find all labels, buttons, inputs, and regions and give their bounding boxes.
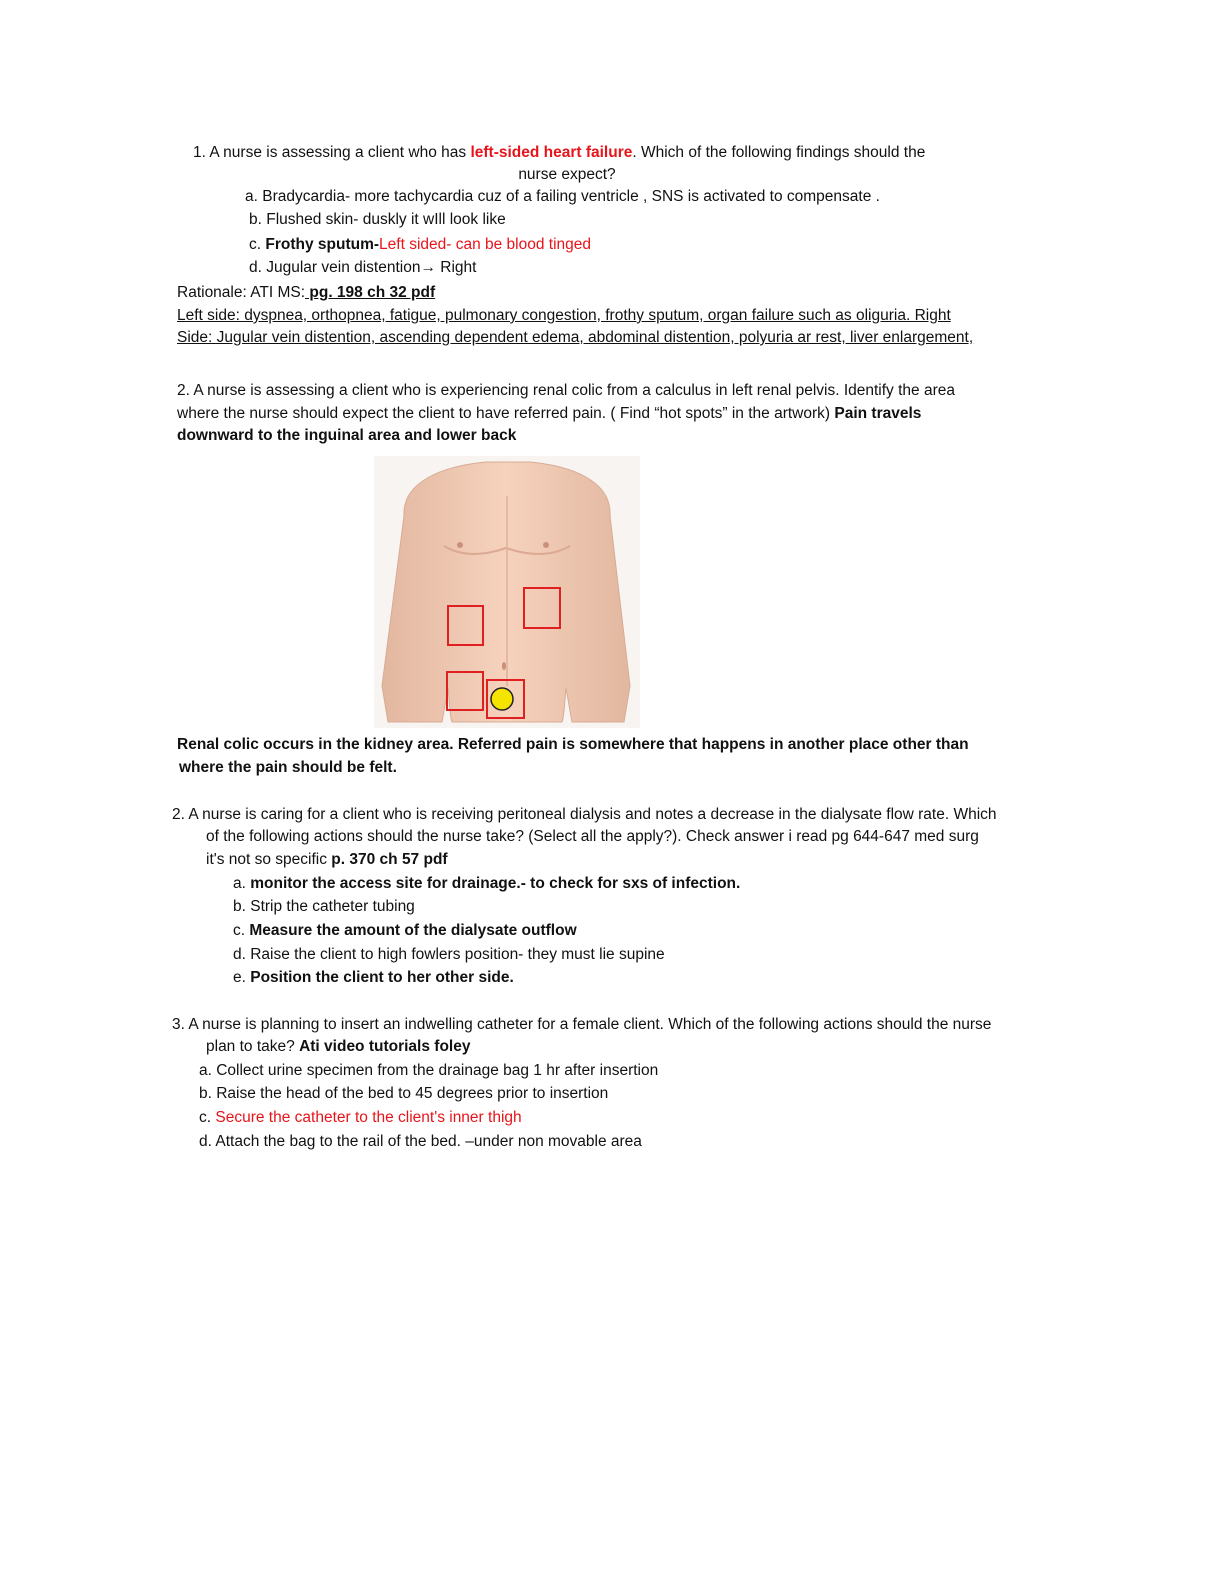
q2-stem-line3: downward to the inguinal area and lower back: [177, 427, 517, 444]
q3-option-d: d. Raise the client to high fowlers position- they must lie supine: [233, 946, 665, 963]
q3-stem-line2: of the following actions should the nurse take? (Select all the apply?). Check answer i read pg 644-647 med surg: [206, 828, 979, 845]
q1-rationale-line2: Side: Jugular vein distention, ascending dependent edema, abdominal distention, polyuria ar rest, liver enlargement,: [177, 329, 974, 346]
right-nipple: [543, 542, 549, 548]
q1-option-d: d. Jugular vein distention→ Right: [249, 259, 477, 276]
q1-option-a: a. Bradycardia- more tachycardia cuz of a failing ventricle , SNS is activated to compensate .: [245, 188, 880, 205]
q1-stem-line2: nurse expect?: [518, 166, 616, 183]
q1-rationale-line1: Left side: dyspnea, orthopnea, fatigue, pulmonary congestion, frothy sputum, organ failure such as oliguria. Right: [177, 307, 951, 324]
torso-hotspot-image: [374, 456, 640, 728]
q4-stem-line2: plan to take? Ati video tutorials foley: [206, 1038, 471, 1055]
q4-option-d: d. Attach the bag to the rail of the bed. –under non movable area: [199, 1133, 642, 1150]
q4-stem-line1: 3. A nurse is planning to insert an indwelling catheter for a female client. Which of the following actions should the nurse: [172, 1016, 992, 1033]
q3-option-a: a. monitor the access site for drainage.- to check for sxs of infection.: [233, 875, 741, 892]
q3-stem-line1: 2. A nurse is caring for a client who is receiving peritoneal dialysis and notes a decrease in the dialysate flow rate. Which: [172, 806, 997, 823]
q1-rationale: Rationale: ATI MS: pg. 198 ch 32 pdf: [177, 284, 436, 301]
q3-option-c: c. Measure the amount of the dialysate outflow: [233, 922, 577, 939]
q4-option-a: a. Collect urine specimen from the drainage bag 1 hr after insertion: [199, 1062, 659, 1079]
q1-stem-line1: 1. A nurse is assessing a client who has left-sided heart failure. Which of the following findings should the: [193, 144, 926, 161]
selected-marker-icon[interactable]: [491, 688, 513, 710]
q1-option-b: b. Flushed skin- duskly it wIll look like: [249, 211, 506, 228]
left-nipple: [457, 542, 463, 548]
q3-option-e: e. Position the client to her other side.: [233, 969, 514, 986]
q1-highlight: left-sided heart failure: [470, 144, 633, 161]
torso-body: [382, 462, 630, 722]
navel: [502, 662, 506, 670]
q4-option-b: b. Raise the head of the bed to 45 degrees prior to insertion: [199, 1085, 609, 1102]
q2-stem-line1: 2. A nurse is assessing a client who is experiencing renal colic from a calculus in left renal pelvis. Identify the area: [177, 382, 955, 399]
q2-stem-line2: where the nurse should expect the client to have referred pain. ( Find “hot spots” in the artwork) Pain travels: [177, 405, 922, 422]
q4-option-c: c. Secure the catheter to the client's inner thigh: [199, 1109, 522, 1126]
q2-explanation-line2: where the pain should be felt.: [179, 759, 397, 776]
q3-option-b: b. Strip the catheter tubing: [233, 898, 415, 915]
q2-explanation-line1: Renal colic occurs in the kidney area. Referred pain is somewhere that happens in another place other than: [177, 736, 969, 753]
q1-option-c: c. Frothy sputum-Left sided- can be blood tinged: [249, 236, 592, 253]
q3-stem-line3: it's not so specific p. 370 ch 57 pdf: [206, 851, 448, 868]
